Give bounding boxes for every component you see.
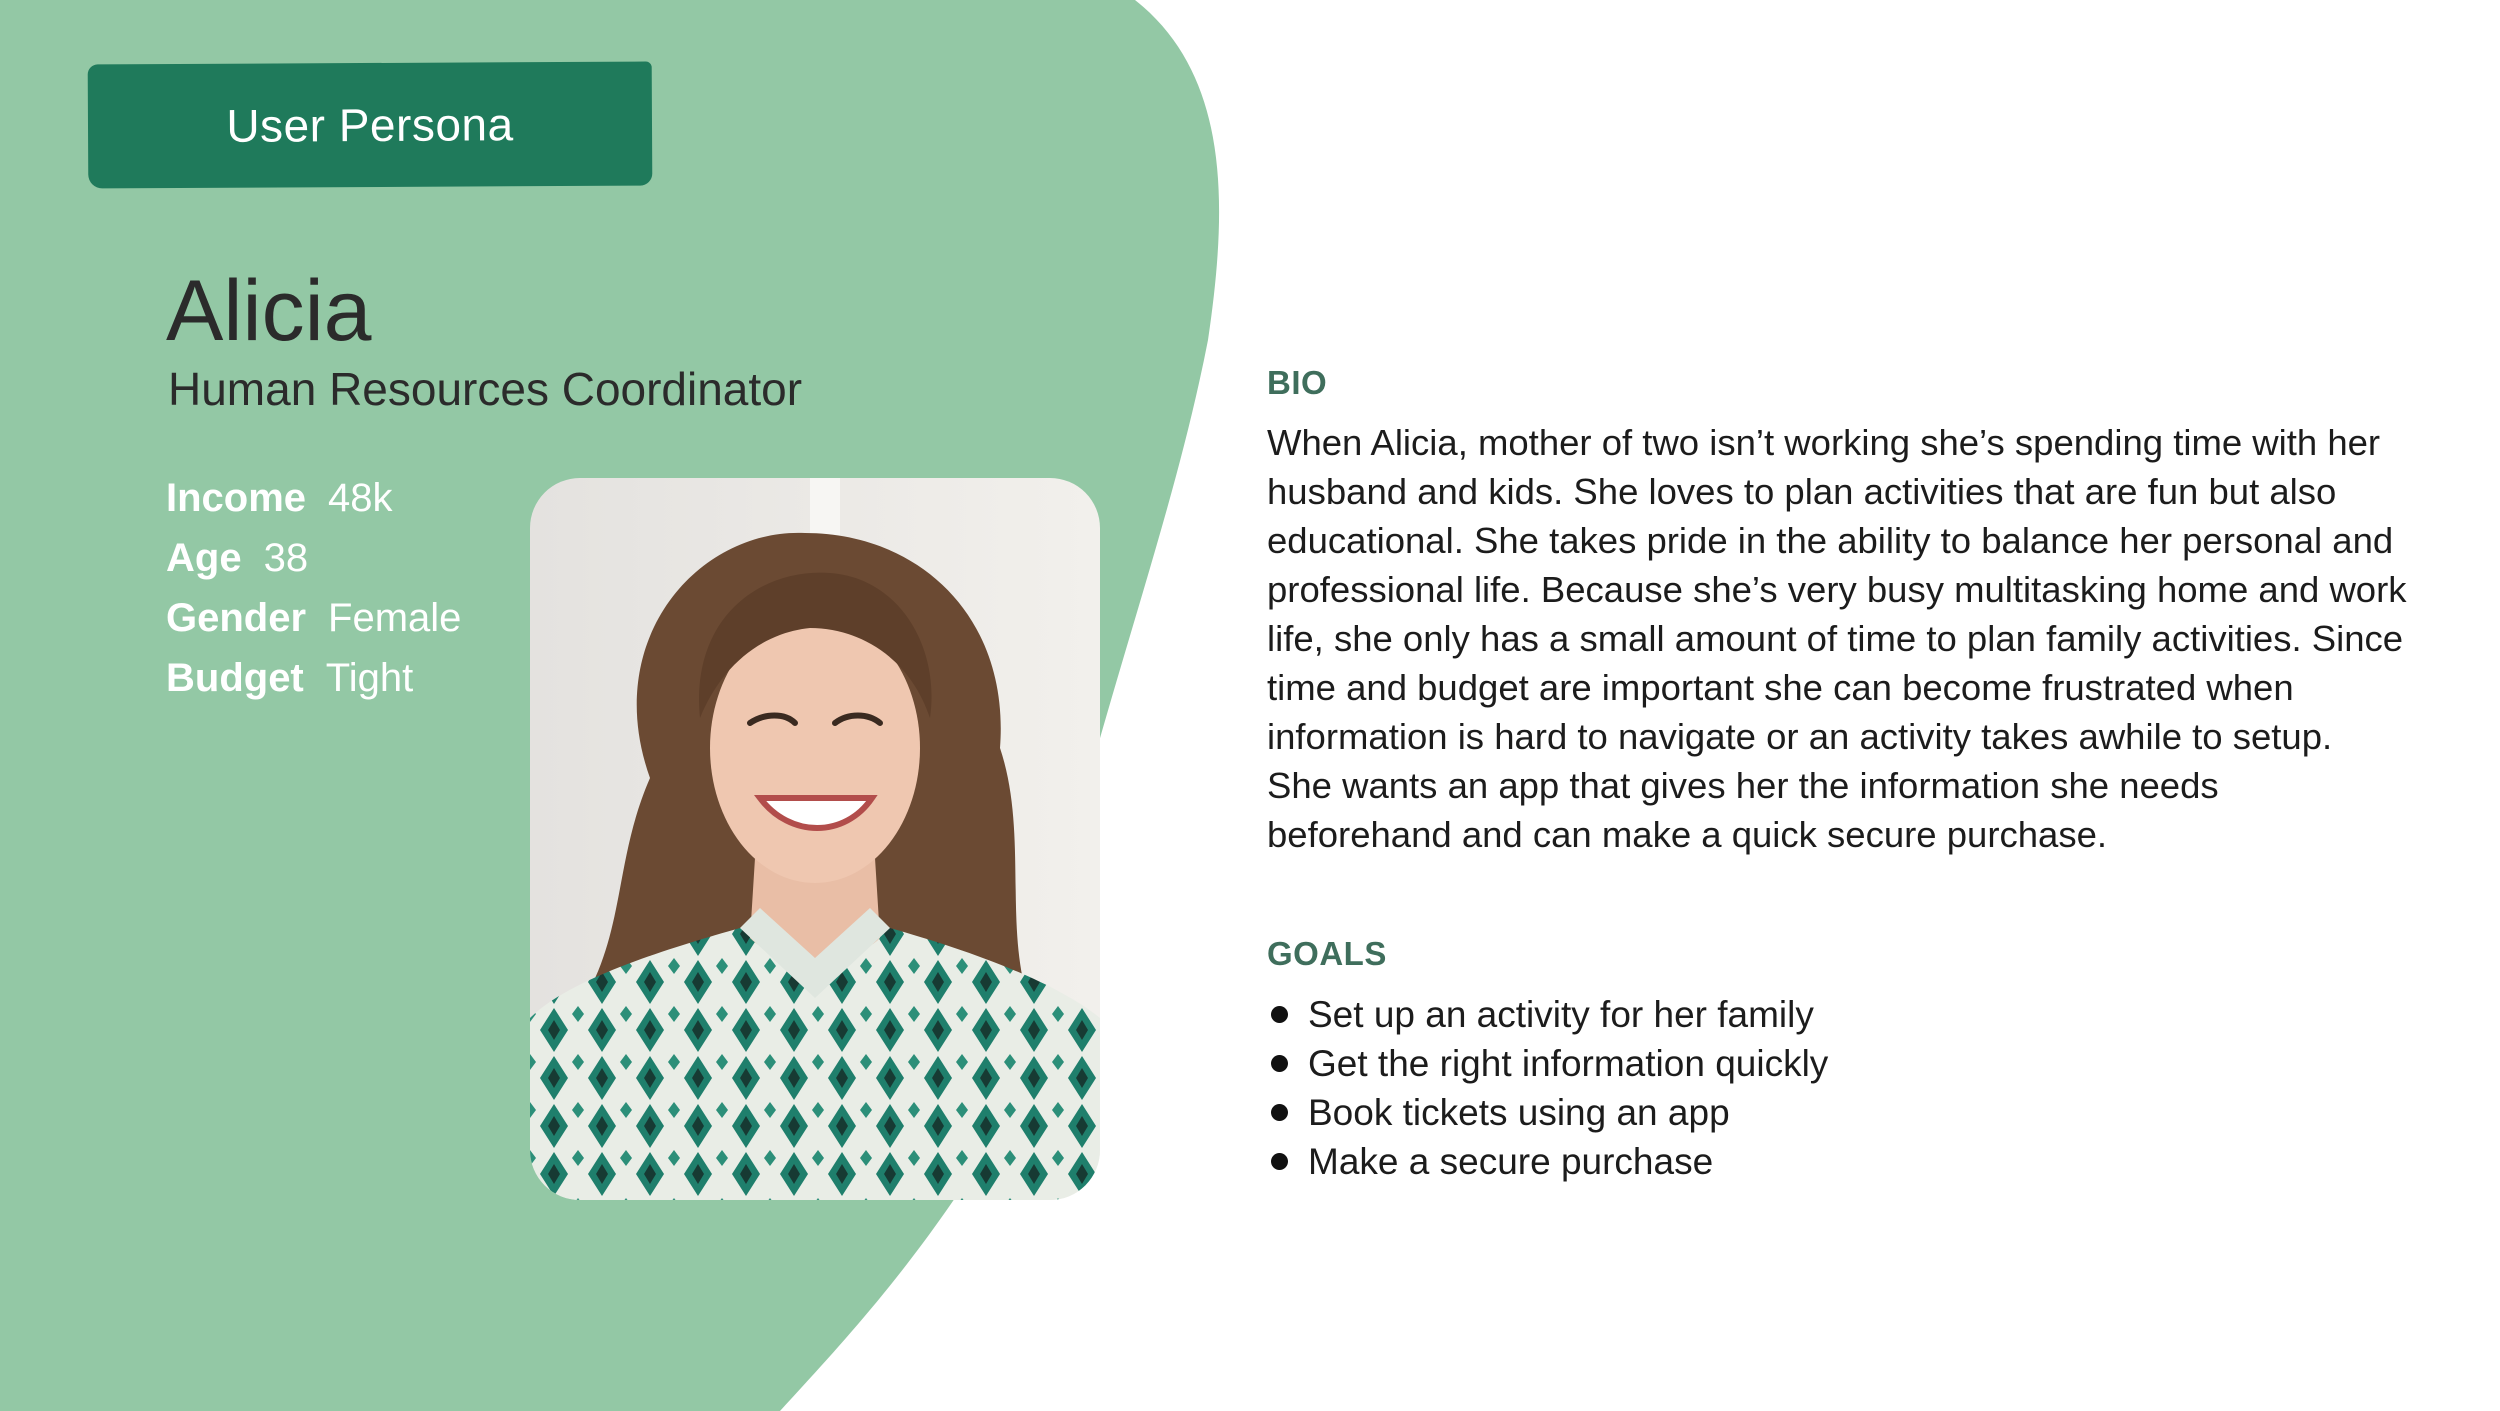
goal-item [1267,1137,1828,1186]
goal-text: Make a secure purchase [1308,1140,1714,1182]
stat-gender [166,588,461,648]
goal-item [1267,990,1828,1039]
bullet-icon [1271,1104,1288,1121]
stat-label: Budget [166,655,304,700]
bullet-icon [1271,1006,1288,1023]
goal-item [1267,1039,1828,1088]
goal-text: Book tickets using an app [1308,1091,1730,1133]
stat-budget [166,648,461,708]
persona-stats [166,468,461,708]
goal-text: Get the right information quickly [1308,1042,1829,1084]
bullet-icon [1271,1055,1288,1072]
badge-label: User Persona [226,98,514,152]
bullet-icon [1271,1153,1288,1170]
stat-age [166,528,461,588]
portrait-photo-icon [530,478,1100,1200]
stat-income [166,468,461,528]
persona-name: Alicia [166,263,372,359]
bio-heading: BIO [1267,364,1328,401]
stat-value: 48k [328,475,393,520]
stat-label: Income [166,475,307,520]
goal-item [1267,1088,1828,1137]
stat-value: Tight [325,655,414,700]
stat-value: 38 [263,535,309,580]
stat-value: Female [328,595,462,640]
goals-heading: GOALS [1267,935,1387,972]
goals-list [1267,990,1828,1186]
persona-role: Human Resources Coordinator [168,363,803,415]
user-persona-badge [88,62,653,189]
bio-text: When Alicia, mother of two isn’t working she’s spending time with her husband and kids. She loves to plan activities that are fun but also educational. She takes pride in the ability to balance her personal and professional life. Because she’s very busy multitasking home and work life, she only has a small amount of time to plan family activities. Since time and budget are important she can become frustrated when information is hard to navigate or an activity takes awhile to setup. She wants an app that gives her the information she needs beforehand and can make a quick secure purchase. [1267,422,2407,855]
stat-label: Gender [166,595,307,640]
persona-photo [530,478,1100,1200]
stat-label: Age [166,535,242,580]
goal-text: Set up an activity for her family [1308,993,1814,1035]
